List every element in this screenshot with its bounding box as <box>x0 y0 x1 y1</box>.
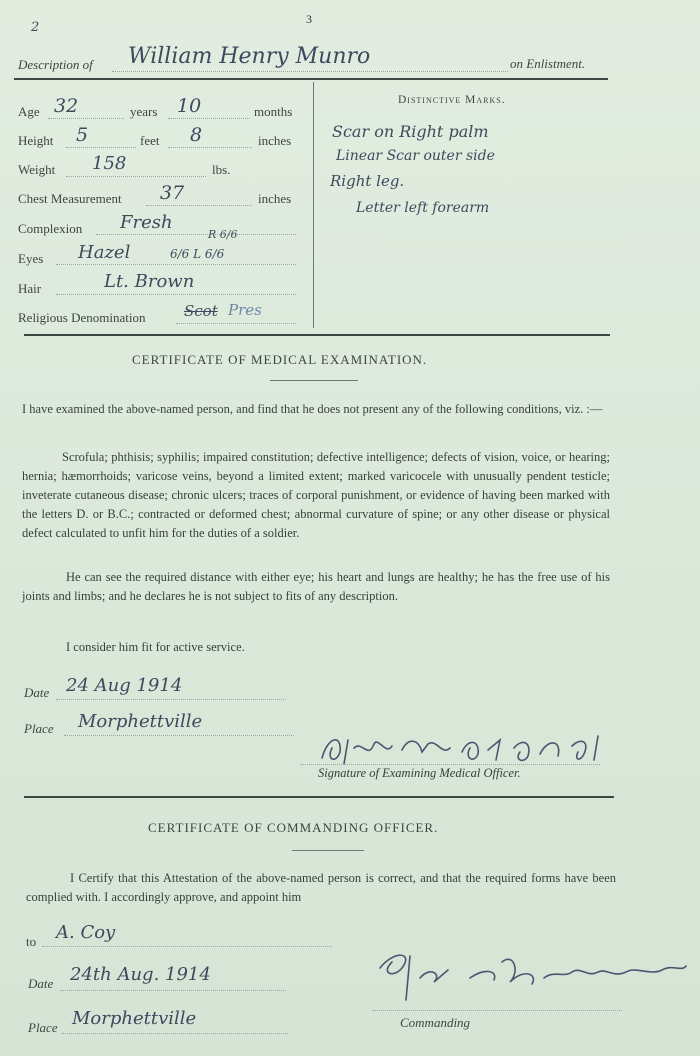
age-months: 10 <box>177 95 202 117</box>
lbs-label: lbs. <box>212 162 231 177</box>
chest-label: Chest Measurement <box>18 191 122 206</box>
medical-signature-caption: Signature of Examining Medical Officer. <box>318 766 521 780</box>
mark-line-4: Letter left forearm <box>356 200 490 216</box>
eyes-value: Hazel <box>78 242 131 263</box>
commanding-date-label: Date <box>28 976 54 991</box>
medical-para-1: I have examined the above-named person, and find that he does not present any of the following conditions, viz. :— <box>22 402 603 416</box>
page-number: 3 <box>306 12 312 26</box>
medical-date-label: Date <box>24 685 50 700</box>
description-label: Description of <box>18 57 93 72</box>
religion-label: Religious Denomination <box>18 310 146 325</box>
commanding-date-value: 24th Aug. 1914 <box>70 964 211 985</box>
inches-label: inches <box>258 133 292 148</box>
commanding-para: I Certify that this Attestation of the above-named person is correct, and that the required forms have been complied with. I accordingly approve, and appoint him <box>26 871 616 904</box>
mark-line-1: Scar on Right palm <box>332 122 489 141</box>
medical-para-3: He can see the required distance with either eye; his heart and lungs are healthy; he has the free use of his joints and limbs; and he declares he is not subject to fits of any description. <box>22 570 610 603</box>
section-rule-2 <box>24 796 614 798</box>
commanding-place-label: Place <box>28 1020 58 1035</box>
medical-para-4: I consider him fit for active service. <box>66 640 245 654</box>
mark-line-3: Right leg. <box>330 172 405 190</box>
chest-inches-label: inches <box>258 191 292 206</box>
enlistee-name: William Henry Munro <box>128 44 371 69</box>
section-rule-1 <box>24 334 610 336</box>
height-label: Height <box>18 133 54 148</box>
appoint-to-value: A. Coy <box>56 922 116 943</box>
eyes-note-right: R 6/6 <box>208 228 238 241</box>
appoint-to-label: to <box>26 934 37 949</box>
commanding-label: Commanding <box>400 1015 471 1030</box>
medical-para-2: Scrofula; phthisis; syphilis; impaired constitution; defective intelligence; defects of vision, voice, or hearing; hernia; hæmorrhoids; varicose veins, beyond a limited extent; marked varicocele with unusually pendent testicle; inveterate cutaneous disease; chronic ulcers; traces of corporal punishment, or evidence of having been marked with the letters D. or B.C.; contracted or deformed chest; abnormal curvature of spine; or any other disease or physical defect calculated to unfit him for the duties of a soldier. <box>22 450 610 540</box>
complexion-label: Complexion <box>18 221 83 236</box>
complexion-value: Fresh <box>120 212 173 233</box>
height-inches: 8 <box>190 124 203 146</box>
hair-label: Hair <box>18 281 42 296</box>
chest-value: 37 <box>160 182 185 204</box>
religion-value: Pres <box>228 301 262 319</box>
weight-label: Weight <box>18 162 56 177</box>
medical-title-underline <box>270 380 358 381</box>
eyes-note-left: 6/6 L 6/6 <box>170 247 225 261</box>
medical-date-value: 24 Aug 1914 <box>66 675 183 696</box>
medical-place-label: Place <box>24 721 54 736</box>
medical-title: CERTIFICATE OF MEDICAL EXAMINATION. <box>132 352 428 367</box>
distinctive-marks-title: Distinctive Marks. <box>398 94 506 106</box>
corner-mark: 2 <box>31 20 40 35</box>
height-feet: 5 <box>76 124 89 146</box>
eyes-label: Eyes <box>18 251 44 266</box>
medical-place-value: Morphettville <box>78 711 203 732</box>
header-rule <box>14 78 608 80</box>
religion-struck: Scot <box>184 302 218 320</box>
hair-value: Lt. Brown <box>104 271 195 292</box>
enlistment-suffix: on Enlistment. <box>510 56 586 71</box>
commanding-place-value: Morphettville <box>72 1008 197 1029</box>
commanding-title: CERTIFICATE OF COMMANDING OFFICER. <box>148 820 439 835</box>
weight-value: 158 <box>92 153 127 174</box>
commanding-title-underline <box>292 850 364 851</box>
mark-line-2: Linear Scar outer side <box>336 148 495 164</box>
months-label: months <box>254 104 293 119</box>
commanding-officer-signature <box>374 948 694 1004</box>
age-label: Age <box>18 104 40 119</box>
column-divider <box>313 82 314 328</box>
age-years: 32 <box>54 95 79 117</box>
feet-label: feet <box>140 133 160 148</box>
years-label: years <box>130 104 158 119</box>
